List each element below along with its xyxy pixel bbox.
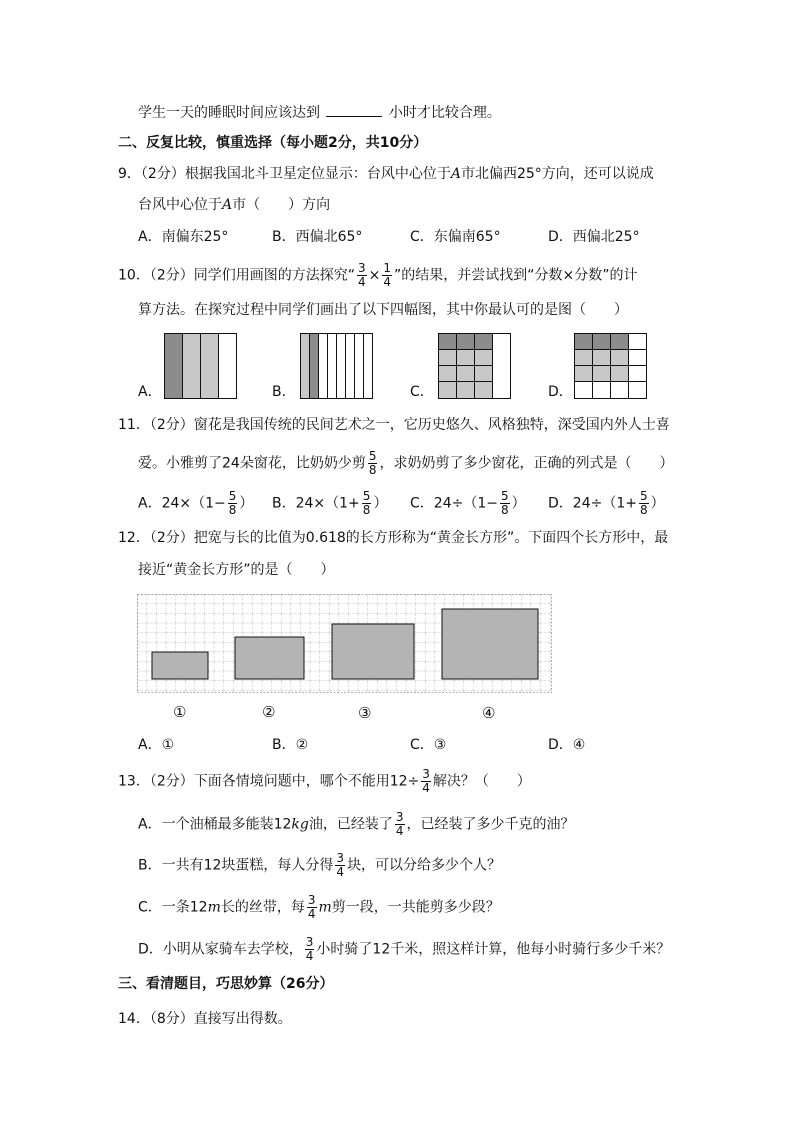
q12-option-c[interactable]: C．③ xyxy=(410,737,447,753)
times-sign: × xyxy=(368,267,381,284)
q12-line2: 接近“黄金长方形”的是（ ） xyxy=(138,562,335,578)
figure-column-white xyxy=(364,334,373,399)
q10-fraction-2 xyxy=(382,262,392,289)
q11-option-d[interactable] xyxy=(548,490,665,517)
figure-column-white xyxy=(319,334,328,399)
option-expr: 24÷（1+ xyxy=(572,495,637,512)
option-text: A．一个油桶最多能装12 xyxy=(138,816,292,833)
section-2-title: 二、反复比较，慎重选择（每小题2分，共10分） xyxy=(118,135,428,151)
option-text: 块，可以分给多少个人？ xyxy=(347,857,502,874)
fraction-den: 8 xyxy=(639,503,648,517)
option-text: D．小明从家骑车去学校， xyxy=(138,941,303,958)
q10-figure-b[interactable] xyxy=(300,333,374,399)
q10-figure-c[interactable] xyxy=(438,333,512,399)
option-label: C． xyxy=(410,495,434,512)
figure-column-dark xyxy=(310,334,319,399)
q12-fig-label-3: ③ xyxy=(358,704,372,722)
fraction-num: 5 xyxy=(228,489,237,503)
option-text: C．一条12 xyxy=(138,899,208,916)
q10-text: 10．（2分）同学们用画图的方法探究“ xyxy=(118,267,355,284)
fraction-den: 4 xyxy=(307,907,316,921)
q10-line2: 算方法。在探究过程中同学们画出了以下四幅图，其中你最认可的是图（ ） xyxy=(138,302,628,318)
q9-var: A xyxy=(450,166,461,182)
q9-text-2b: 市（ ）方向 xyxy=(232,197,331,213)
figure-shade-dark xyxy=(575,334,629,350)
q13-option-a[interactable] xyxy=(138,811,575,838)
fraction-den: 4 xyxy=(383,275,391,289)
fraction-den: 4 xyxy=(395,824,404,838)
option-fraction xyxy=(362,490,372,517)
fraction-num: 3 xyxy=(307,893,316,907)
q9-line1 xyxy=(118,164,654,184)
q10-label-a[interactable]: A． xyxy=(138,384,162,400)
option-expr-end: ） xyxy=(511,495,526,512)
q12-option-b[interactable]: B．② xyxy=(272,737,309,753)
q9-text: 9．（2分）根据我国北斗卫星定位显示：台风中心位于 xyxy=(118,166,451,182)
q13-text-b: 解决？（ ） xyxy=(432,773,531,790)
q13-option-c[interactable] xyxy=(138,894,500,921)
q13-option-b[interactable] xyxy=(138,852,501,879)
figure-column-light xyxy=(201,334,219,399)
q11-text-b: ，求奶奶剪了多少窗花，正确的列式是（ ） xyxy=(379,455,674,472)
q13-line xyxy=(118,768,531,795)
q12-option-d[interactable]: D．④ xyxy=(548,737,586,753)
q9-text-b: 市北偏西25°方向，还可以说成 xyxy=(460,166,654,182)
q10-label-b[interactable]: B． xyxy=(272,384,296,400)
fraction-den: 8 xyxy=(500,503,509,517)
fraction-den: 8 xyxy=(368,463,377,477)
q11-option-b[interactable] xyxy=(272,490,387,517)
option-label: B． xyxy=(272,495,296,512)
fraction-num: 5 xyxy=(639,489,648,503)
figure-column-white xyxy=(355,334,364,399)
unit: m xyxy=(318,899,332,916)
q11-option-c[interactable] xyxy=(410,490,526,517)
fraction-num: 3 xyxy=(357,261,366,275)
q10-line1 xyxy=(118,262,638,289)
q12-fig-label-2: ② xyxy=(262,703,276,721)
q9-line2 xyxy=(138,195,330,215)
q12-fig-label-1: ① xyxy=(173,703,187,721)
fraction-num: 3 xyxy=(305,935,314,949)
q10-figure-d[interactable] xyxy=(574,333,648,399)
intro-line xyxy=(138,102,501,123)
unit: kg xyxy=(291,816,309,833)
fraction-den: 4 xyxy=(305,949,314,963)
option-fraction xyxy=(228,490,238,517)
figure-shade-dark xyxy=(439,334,493,350)
q10-label-d[interactable]: D． xyxy=(548,384,573,400)
option-expr-end: ） xyxy=(239,495,254,512)
q11-text: 爱。小雅剪了24朵窗花，比奶奶少剪 xyxy=(138,455,366,472)
figure-column-light xyxy=(183,334,201,399)
option-text: 油，已经装了 xyxy=(308,816,393,833)
q11-line1: 11．（2分）窗花是我国传统的民间艺术之一，它历史悠久、风格独特，深受国内外人士喜 xyxy=(118,417,670,433)
section-3-title: 三、看清题目，巧思妙算（26分） xyxy=(118,976,334,992)
q9-option-c[interactable]: C．东偏南65° xyxy=(410,229,501,245)
option-text: B．一共有12块蛋糕，每人分得 xyxy=(138,857,334,874)
q13-option-d[interactable] xyxy=(138,936,670,963)
fraction-den: 8 xyxy=(362,503,371,517)
fraction-num: 5 xyxy=(368,449,377,463)
figure-shade-light xyxy=(439,350,493,399)
q12-grid-figure xyxy=(137,594,553,694)
fraction-den: 8 xyxy=(228,503,237,517)
figure-column-white xyxy=(346,334,355,399)
fraction-den: 4 xyxy=(357,275,366,289)
q13-fraction xyxy=(421,768,431,795)
option-fraction xyxy=(395,811,405,838)
fraction-num: 3 xyxy=(336,851,345,865)
q9-option-a[interactable]: A．南偏东25° xyxy=(138,229,229,245)
q9-text-2a: 台风中心位于 xyxy=(138,197,222,213)
q14-line: 14．（8分）直接写出得数。 xyxy=(118,1011,292,1027)
q12-fig-label-4: ④ xyxy=(482,704,496,722)
q9-option-b[interactable]: B．西偏北65° xyxy=(272,229,363,245)
option-text: 小时骑了12千米，照这样计算，他每小时骑行多少千米？ xyxy=(316,941,671,958)
q10-fraction-1 xyxy=(357,262,367,289)
fraction-num: 1 xyxy=(383,261,391,275)
unit: m xyxy=(207,899,221,916)
q10-label-c[interactable]: C． xyxy=(410,384,434,400)
q9-var-2: A xyxy=(222,197,233,213)
option-text: 剪一段，一共能剪多少段？ xyxy=(331,899,500,916)
fraction-num: 3 xyxy=(395,810,404,824)
golden-rect-4[interactable] xyxy=(442,609,538,679)
intro-text-after: 小时才比较合理。 xyxy=(388,105,501,121)
fraction-den: 4 xyxy=(422,781,430,795)
golden-rect-3[interactable] xyxy=(332,624,414,679)
option-fraction xyxy=(307,894,317,921)
figure-column-dark xyxy=(165,334,183,399)
q12-line1: 12．（2分）把宽与长的比值为0.618的长方形称为“黄金长方形”。下面四个长方形中，最 xyxy=(118,530,669,546)
option-expr: 24×（1− xyxy=(161,495,226,512)
answer-blank[interactable] xyxy=(326,102,382,117)
option-fraction xyxy=(335,852,345,879)
figure-column-light xyxy=(301,334,310,399)
fraction-num: 5 xyxy=(362,489,371,503)
option-text: ，已经装了多少千克的油？ xyxy=(406,816,575,833)
option-expr-end: ） xyxy=(650,495,665,512)
figure-column-white xyxy=(219,334,237,399)
option-expr: 24×（1+ xyxy=(295,495,360,512)
fraction-num: 3 xyxy=(422,767,430,781)
option-fraction xyxy=(639,490,649,517)
fraction-num: 5 xyxy=(500,489,509,503)
option-label: A． xyxy=(138,495,162,512)
figure-column-white xyxy=(337,334,346,399)
q11-fraction xyxy=(368,450,378,477)
option-label: D． xyxy=(548,495,573,512)
q11-line2 xyxy=(138,450,673,477)
figure-column-white xyxy=(328,334,337,399)
fraction-den: 4 xyxy=(336,865,345,879)
option-expr-end: ） xyxy=(373,495,388,512)
option-expr: 24÷（1− xyxy=(433,495,498,512)
golden-rect-2[interactable] xyxy=(235,637,304,679)
q11-option-a[interactable] xyxy=(138,490,253,517)
q12-option-a[interactable]: A．① xyxy=(138,737,175,753)
q10-figure-a[interactable] xyxy=(164,333,238,399)
intro-text: 学生一天的睡眠时间应该达到 xyxy=(138,105,320,121)
option-fraction xyxy=(305,936,315,963)
q9-option-d[interactable]: D．西偏北25° xyxy=(548,229,640,245)
option-fraction xyxy=(500,490,510,517)
q13-text: 13．（2分）下面各情境问题中，哪个不能用12÷ xyxy=(118,773,420,790)
golden-rect-1[interactable] xyxy=(152,652,208,679)
option-text: 长的丝带，每 xyxy=(220,899,305,916)
q10-text-b: ”的结果，并尝试找到“分数×分数”的计 xyxy=(394,267,638,284)
